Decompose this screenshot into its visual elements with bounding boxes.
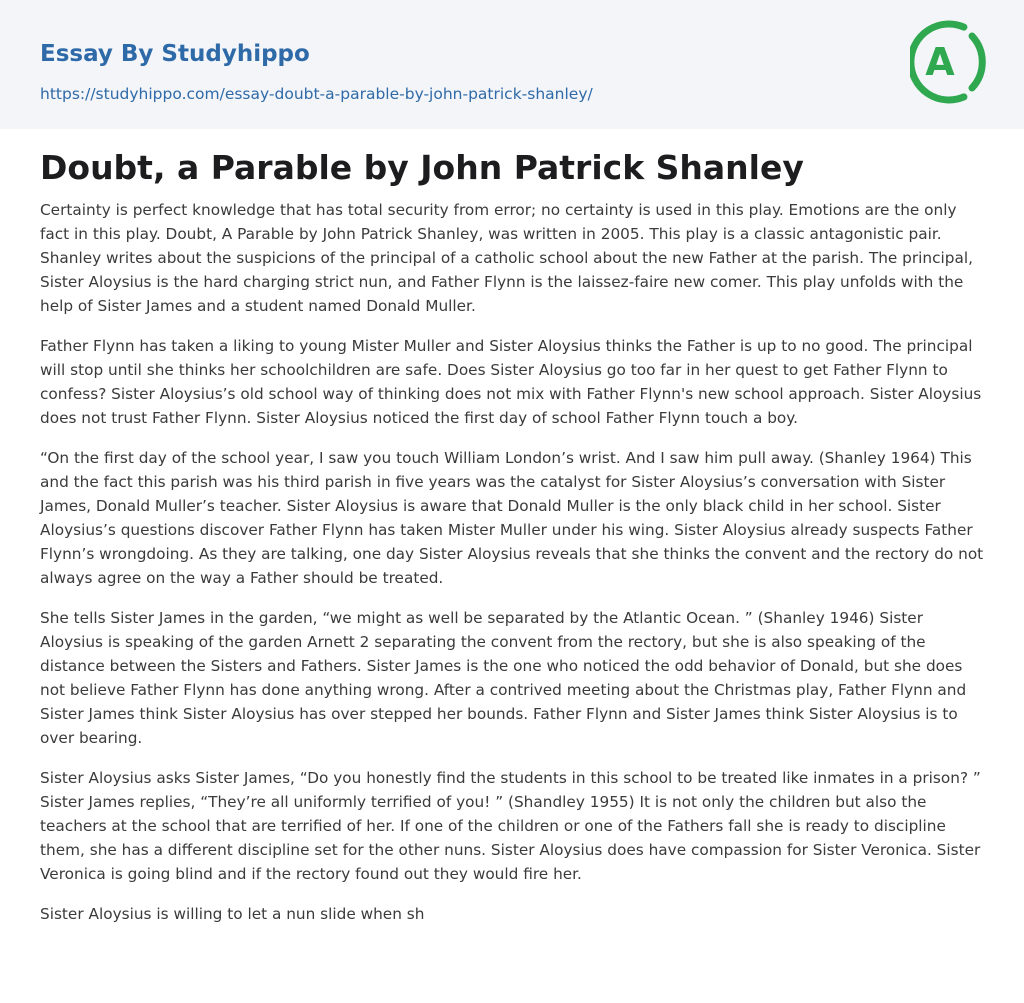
- essay-title: Doubt, a Parable by John Patrick Shanley: [40, 148, 804, 187]
- essay-paragraph: Sister Aloysius asks Sister James, “Do you honestly find the students in this school to be treated like inmates in a prison? ” Sister James replies, “They’re all uniformly terrified of you! ” (Shandley 1955) It is not only the children but also the teachers at the school that are terrified of her. If one of the children or one of the Fathers fall she is ready to discipline them, she has a different discipline set for the other nuns. Sister Aloysius does have compassion for Sister Veronica. Sister Veronica is going blind and if the rectory found out they would fire her.: [40, 769, 981, 883]
- essay-paragraph-truncated: Sister Aloysius is willing to let a nun slide when sh: [40, 905, 425, 923]
- essay-article: [40, 146, 985, 942]
- studyhippo-logo-icon[interactable]: [910, 18, 990, 106]
- site-brand-title[interactable]: Essay By Studyhippo: [40, 41, 310, 67]
- page-header: [0, 0, 1024, 129]
- source-url-link[interactable]: https://studyhippo.com/essay-doubt-a-parable-by-john-patrick-shanley/: [40, 85, 593, 103]
- essay-paragraph: She tells Sister James in the garden, “we might as well be separated by the Atlantic Ocean. ” (Shanley 1946) Sister Aloysius is speaking of the garden Arnett 2 separating the convent from the rectory, but she is also speaking of the distance between the Sisters and Fathers. Sister James is the one who noticed the odd behavior of Donald, but she does not believe Father Flynn has done anything wrong. After a contrived meeting about the Christmas play, Father Flynn and Sister James think Sister Aloysius has over stepped her bounds. Father Flynn and Sister James think Sister Aloysius is to over bearing.: [40, 609, 967, 747]
- essay-paragraph: “On the first day of the school year, I saw you touch William London’s wrist. And I saw him pull away. (Shanley 1964) This and the fact this parish was his third parish in five years was the catalyst for Sister Aloysius’s conversation with Sister James, Donald Muller’s teacher. Sister Aloysius is aware that Donald Muller is the only black child in her school. Sister Aloysius’s questions discover Father Flynn has taken Mister Muller under his wing. Sister Aloysius already suspects Father Flynn’s wrongdoing. As they are talking, one day Sister Aloysius reveals that she thinks the convent and the rectory do not always agree on the way a Father should be treated.: [40, 449, 984, 587]
- essay-paragraph: Certainty is perfect knowledge that has total security from error; no certainty is used in this play. Emotions are the only fact in this play. Doubt, A Parable by John Patrick Shanley, was written in 2005. This play is a classic antagonistic pair. Shanley writes about the suspicions of the principal of a catholic school about the new Father at the parish. The principal, Sister Aloysius is the hard charging strict nun, and Father Flynn is the laissez-faire new comer. This play unfolds with the help of Sister James and a student named Donald Muller.: [40, 201, 973, 315]
- logo-letter: A: [925, 40, 955, 84]
- logo-ring-right: [972, 36, 982, 88]
- essay-paragraph: Father Flynn has taken a liking to young Mister Muller and Sister Aloysius thinks the Father is up to no good. The principal will stop until she thinks her schoolchildren are safe. Does Sister Aloysius go too far in her quest to get Father Flynn to confess? Sister Aloysius’s old school way of thinking does not mix with Father Flynn's new school approach. Sister Aloysius does not trust Father Flynn. Sister Aloysius noticed the first day of school Father Flynn touch a boy.: [40, 337, 982, 427]
